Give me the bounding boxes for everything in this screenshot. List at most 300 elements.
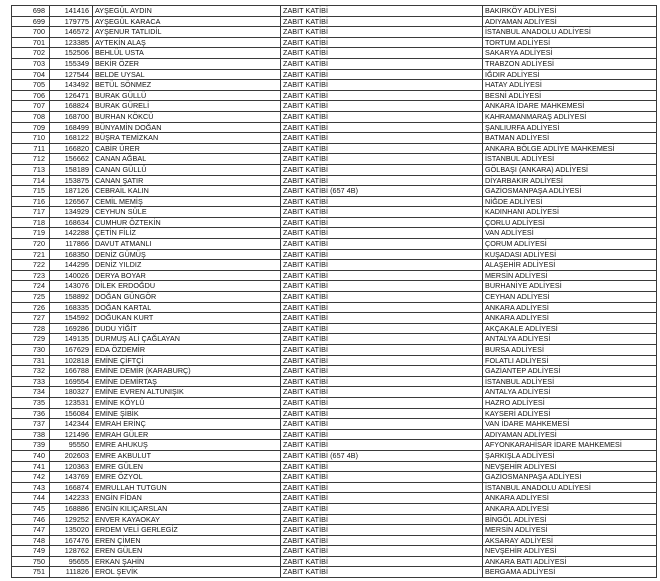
- position-title-cell: ZABIT KATİBİ (657 4B): [281, 186, 483, 197]
- row-number-cell: 747: [12, 525, 50, 536]
- position-title-cell: ZABIT KATİBİ: [281, 472, 483, 483]
- registry-id-cell: 156084: [50, 408, 93, 419]
- position-title-cell: ZABIT KATİBİ: [281, 69, 483, 80]
- position-title-cell: ZABIT KATİBİ: [281, 133, 483, 144]
- row-number-cell: 700: [12, 27, 50, 38]
- assigned-court-cell: GAZİOSMANPAŞA ADLİYESİ: [483, 472, 657, 483]
- table-row: [12, 196, 657, 207]
- table-row: [12, 397, 657, 408]
- table-row: [12, 281, 657, 292]
- table-row: [12, 207, 657, 218]
- assigned-court-cell: FOLATLI ADLİYESİ: [483, 355, 657, 366]
- registry-id-cell: 95550: [50, 440, 93, 451]
- registry-id-cell: 143076: [50, 281, 93, 292]
- table-row: [12, 546, 657, 557]
- table-row: [12, 80, 657, 91]
- row-number-cell: 698: [12, 6, 50, 17]
- table-row: [12, 101, 657, 112]
- position-title-cell: ZABIT KATİBİ: [281, 313, 483, 324]
- registry-id-cell: 168350: [50, 249, 93, 260]
- assigned-court-cell: İSTANBUL ANADOLU ADLİYESİ: [483, 482, 657, 493]
- assigned-court-cell: ANTALYA ADLİYESİ: [483, 387, 657, 398]
- position-title-cell: ZABIT KATİBİ: [281, 440, 483, 451]
- full-name-cell: BELDE UYSAL: [93, 69, 281, 80]
- position-title-cell: ZABIT KATİBİ: [281, 503, 483, 514]
- row-number-cell: 728: [12, 323, 50, 334]
- position-title-cell: ZABIT KATİBİ: [281, 260, 483, 271]
- registry-id-cell: 121496: [50, 429, 93, 440]
- row-number-cell: 730: [12, 345, 50, 356]
- table-row: [12, 48, 657, 59]
- assigned-court-cell: NİĞDE ADLİYESİ: [483, 196, 657, 207]
- registry-id-cell: 149135: [50, 334, 93, 345]
- row-number-cell: 751: [12, 567, 50, 578]
- assigned-court-cell: TORTUM ADLİYESİ: [483, 37, 657, 48]
- full-name-cell: EMRAH GÜLER: [93, 429, 281, 440]
- row-number-cell: 707: [12, 101, 50, 112]
- assigned-court-cell: ÇORUM ADLİYESİ: [483, 239, 657, 250]
- personnel-table: [11, 5, 657, 578]
- table-row: [12, 133, 657, 144]
- registry-id-cell: 168886: [50, 503, 93, 514]
- position-title-cell: ZABIT KATİBİ: [281, 90, 483, 101]
- registry-id-cell: 120363: [50, 461, 93, 472]
- full-name-cell: DOĞUKAN KURT: [93, 313, 281, 324]
- assigned-court-cell: VAN ADLİYESİ: [483, 228, 657, 239]
- position-title-cell: ZABIT KATİBİ: [281, 80, 483, 91]
- full-name-cell: DİLEK ERDOĞDU: [93, 281, 281, 292]
- registry-id-cell: 142344: [50, 419, 93, 430]
- row-number-cell: 715: [12, 186, 50, 197]
- position-title-cell: ZABIT KATİBİ: [281, 302, 483, 313]
- row-number-cell: 737: [12, 419, 50, 430]
- position-title-cell: ZABIT KATİBİ: [281, 334, 483, 345]
- table-row: [12, 69, 657, 80]
- assigned-court-cell: IĞDIR ADLİYESİ: [483, 69, 657, 80]
- table-row: [12, 345, 657, 356]
- row-number-cell: 705: [12, 80, 50, 91]
- table-row: [12, 503, 657, 514]
- assigned-court-cell: BİNGÖL ADLİYESİ: [483, 514, 657, 525]
- position-title-cell: ZABIT KATİBİ: [281, 48, 483, 59]
- full-name-cell: ENGİN FİDAN: [93, 493, 281, 504]
- registry-id-cell: 126567: [50, 196, 93, 207]
- registry-id-cell: 166788: [50, 366, 93, 377]
- registry-id-cell: 167629: [50, 345, 93, 356]
- registry-id-cell: 146572: [50, 27, 93, 38]
- full-name-cell: DOĞAN GÜNGÖR: [93, 292, 281, 303]
- full-name-cell: CANAN GÜLLÜ: [93, 164, 281, 175]
- full-name-cell: BETÜL SÖNMEZ: [93, 80, 281, 91]
- table-row: [12, 175, 657, 186]
- position-title-cell: ZABIT KATİBİ: [281, 376, 483, 387]
- full-name-cell: DERYA BOYAR: [93, 270, 281, 281]
- assigned-court-cell: KAYSERİ ADLİYESİ: [483, 408, 657, 419]
- table-row: [12, 260, 657, 271]
- assigned-court-cell: SAKARYA ADLİYESİ: [483, 48, 657, 59]
- registry-id-cell: 102818: [50, 355, 93, 366]
- assigned-court-cell: KUŞADASI ADLİYESİ: [483, 249, 657, 260]
- table-row: [12, 6, 657, 17]
- position-title-cell: ZABIT KATİBİ: [281, 323, 483, 334]
- full-name-cell: CEBRAİL KALIN: [93, 186, 281, 197]
- registry-id-cell: 168634: [50, 217, 93, 228]
- row-number-cell: 750: [12, 556, 50, 567]
- full-name-cell: DENİZ YILDIZ: [93, 260, 281, 271]
- table-row: [12, 461, 657, 472]
- row-number-cell: 724: [12, 281, 50, 292]
- assigned-court-cell: MERSİN ADLİYESİ: [483, 525, 657, 536]
- table-row: [12, 387, 657, 398]
- full-name-cell: AYTEKİN ALAŞ: [93, 37, 281, 48]
- registry-id-cell: 202603: [50, 450, 93, 461]
- position-title-cell: ZABIT KATİBİ: [281, 239, 483, 250]
- full-name-cell: BÜŞRA TEMİZKAN: [93, 133, 281, 144]
- position-title-cell: ZABIT KATİBİ (657 4B): [281, 450, 483, 461]
- assigned-court-cell: KAHRAMANMARAŞ ADLİYESİ: [483, 111, 657, 122]
- assigned-court-cell: ANKARA ADLİYESİ: [483, 493, 657, 504]
- full-name-cell: AYŞEGÜL KARACA: [93, 16, 281, 27]
- registry-id-cell: 166820: [50, 143, 93, 154]
- table-row: [12, 323, 657, 334]
- assigned-court-cell: NEVŞEHİR ADLİYESİ: [483, 461, 657, 472]
- assigned-court-cell: BURHANİYE ADLİYESİ: [483, 281, 657, 292]
- full-name-cell: EMRAH ERİNÇ: [93, 419, 281, 430]
- assigned-court-cell: BERGAMA ADLİYESİ: [483, 567, 657, 578]
- position-title-cell: ZABIT KATİBİ: [281, 175, 483, 186]
- registry-id-cell: 123385: [50, 37, 93, 48]
- table-row: [12, 270, 657, 281]
- assigned-court-cell: KADINHANI ADLİYESİ: [483, 207, 657, 218]
- row-number-cell: 726: [12, 302, 50, 313]
- position-title-cell: ZABIT KATİBİ: [281, 217, 483, 228]
- assigned-court-cell: ADIYAMAN ADLİYESİ: [483, 16, 657, 27]
- full-name-cell: BURAK GÜLLÜ: [93, 90, 281, 101]
- position-title-cell: ZABIT KATİBİ: [281, 249, 483, 260]
- table-row: [12, 186, 657, 197]
- row-number-cell: 704: [12, 69, 50, 80]
- registry-id-cell: 144295: [50, 260, 93, 271]
- full-name-cell: EMİNE KÖYLÜ: [93, 397, 281, 408]
- full-name-cell: EMİNE ÇİFTÇİ: [93, 355, 281, 366]
- row-number-cell: 729: [12, 334, 50, 345]
- table-row: [12, 164, 657, 175]
- row-number-cell: 740: [12, 450, 50, 461]
- row-number-cell: 722: [12, 260, 50, 271]
- full-name-cell: EMİNE EVREN ALTUNIŞIK: [93, 387, 281, 398]
- row-number-cell: 714: [12, 175, 50, 186]
- full-name-cell: DOĞAN KARTAL: [93, 302, 281, 313]
- assigned-court-cell: BAKIRKÖY ADLİYESİ: [483, 6, 657, 17]
- assigned-court-cell: VAN İDARE MAHKEMESİ: [483, 419, 657, 430]
- assigned-court-cell: MERSİN ADLİYESİ: [483, 270, 657, 281]
- table-row: [12, 249, 657, 260]
- position-title-cell: ZABIT KATİBİ: [281, 387, 483, 398]
- full-name-cell: BÜNYAMİN DOĞAN: [93, 122, 281, 133]
- table-row: [12, 143, 657, 154]
- table-row: [12, 482, 657, 493]
- assigned-court-cell: GAZİOSMANPAŞA ADLİYESİ: [483, 186, 657, 197]
- assigned-court-cell: HAZRO ADLİYESİ: [483, 397, 657, 408]
- assigned-court-cell: ANKARA ADLİYESİ: [483, 313, 657, 324]
- full-name-cell: DURMUŞ ALİ ÇAĞLAYAN: [93, 334, 281, 345]
- registry-id-cell: 111826: [50, 567, 93, 578]
- registry-id-cell: 158189: [50, 164, 93, 175]
- assigned-court-cell: HATAY ADLİYESİ: [483, 80, 657, 91]
- position-title-cell: ZABIT KATİBİ: [281, 228, 483, 239]
- full-name-cell: BURAK GÜRELİ: [93, 101, 281, 112]
- position-title-cell: ZABIT KATİBİ: [281, 281, 483, 292]
- registry-id-cell: 127544: [50, 69, 93, 80]
- position-title-cell: ZABIT KATİBİ: [281, 408, 483, 419]
- position-title-cell: ZABIT KATİBİ: [281, 355, 483, 366]
- full-name-cell: EMRE AHUKUŞ: [93, 440, 281, 451]
- registry-id-cell: 168824: [50, 101, 93, 112]
- row-number-cell: 718: [12, 217, 50, 228]
- row-number-cell: 727: [12, 313, 50, 324]
- row-number-cell: 721: [12, 249, 50, 260]
- table-row: [12, 556, 657, 567]
- position-title-cell: ZABIT KATİBİ: [281, 143, 483, 154]
- table-row: [12, 419, 657, 430]
- registry-id-cell: 142233: [50, 493, 93, 504]
- full-name-cell: ENVER KAYAOKAY: [93, 514, 281, 525]
- table-row: [12, 37, 657, 48]
- row-number-cell: 741: [12, 461, 50, 472]
- registry-id-cell: 155349: [50, 58, 93, 69]
- full-name-cell: EMRE AKBULUT: [93, 450, 281, 461]
- row-number-cell: 732: [12, 366, 50, 377]
- table-row: [12, 292, 657, 303]
- assigned-court-cell: AFYONKARAHİSAR İDARE MAHKEMESİ: [483, 440, 657, 451]
- table-row: [12, 440, 657, 451]
- full-name-cell: DAVUT ATMANLI: [93, 239, 281, 250]
- assigned-court-cell: GÖLBAŞI (ANKARA) ADLİYESİ: [483, 164, 657, 175]
- table-row: [12, 493, 657, 504]
- table-row: [12, 429, 657, 440]
- full-name-cell: EMRE ÖZYOL: [93, 472, 281, 483]
- assigned-court-cell: ŞANLIURFA ADLİYESİ: [483, 122, 657, 133]
- registry-id-cell: 153875: [50, 175, 93, 186]
- assigned-court-cell: ADIYAMAN ADLİYESİ: [483, 429, 657, 440]
- table-row: [12, 111, 657, 122]
- row-number-cell: 716: [12, 196, 50, 207]
- registry-id-cell: 126471: [50, 90, 93, 101]
- row-number-cell: 713: [12, 164, 50, 175]
- row-number-cell: 749: [12, 546, 50, 557]
- row-number-cell: 734: [12, 387, 50, 398]
- row-number-cell: 710: [12, 133, 50, 144]
- full-name-cell: ÇETİN FİLİZ: [93, 228, 281, 239]
- registry-id-cell: 158892: [50, 292, 93, 303]
- row-number-cell: 733: [12, 376, 50, 387]
- table-row: [12, 376, 657, 387]
- registry-id-cell: 152506: [50, 48, 93, 59]
- full-name-cell: CABİR ÜRER: [93, 143, 281, 154]
- registry-id-cell: 169286: [50, 323, 93, 334]
- assigned-court-cell: BURSA ADLİYESİ: [483, 345, 657, 356]
- table-row: [12, 472, 657, 483]
- table-row: [12, 228, 657, 239]
- table-row: [12, 27, 657, 38]
- position-title-cell: ZABIT KATİBİ: [281, 6, 483, 17]
- full-name-cell: EREN ÇİMEN: [93, 535, 281, 546]
- row-number-cell: 719: [12, 228, 50, 239]
- assigned-court-cell: TRABZON ADLİYESİ: [483, 58, 657, 69]
- table-row: [12, 450, 657, 461]
- assigned-court-cell: DİYARBAKIR ADLİYESİ: [483, 175, 657, 186]
- full-name-cell: BEHLÜL USTA: [93, 48, 281, 59]
- registry-id-cell: 143769: [50, 472, 93, 483]
- registry-id-cell: 179775: [50, 16, 93, 27]
- table-body: [12, 6, 657, 578]
- position-title-cell: ZABIT KATİBİ: [281, 111, 483, 122]
- row-number-cell: 711: [12, 143, 50, 154]
- row-number-cell: 746: [12, 514, 50, 525]
- registry-id-cell: 143492: [50, 80, 93, 91]
- table-row: [12, 355, 657, 366]
- position-title-cell: ZABIT KATİBİ: [281, 345, 483, 356]
- registry-id-cell: 180327: [50, 387, 93, 398]
- row-number-cell: 742: [12, 472, 50, 483]
- assigned-court-cell: ANKARA ADLİYESİ: [483, 302, 657, 313]
- assigned-court-cell: ŞARKIŞLA ADLİYESİ: [483, 450, 657, 461]
- row-number-cell: 744: [12, 493, 50, 504]
- position-title-cell: ZABIT KATİBİ: [281, 535, 483, 546]
- assigned-court-cell: ANKARA ADLİYESİ: [483, 503, 657, 514]
- row-number-cell: 709: [12, 122, 50, 133]
- position-title-cell: ZABIT KATİBİ: [281, 567, 483, 578]
- position-title-cell: ZABIT KATİBİ: [281, 37, 483, 48]
- table-row: [12, 525, 657, 536]
- position-title-cell: ZABIT KATİBİ: [281, 58, 483, 69]
- table-row: [12, 154, 657, 165]
- registry-id-cell: 166874: [50, 482, 93, 493]
- row-number-cell: 725: [12, 292, 50, 303]
- full-name-cell: CUMHUR ÖZTEKİN: [93, 217, 281, 228]
- table-row: [12, 313, 657, 324]
- full-name-cell: EROL ŞEVİK: [93, 567, 281, 578]
- full-name-cell: BEKİR ÖZER: [93, 58, 281, 69]
- registry-id-cell: 123531: [50, 397, 93, 408]
- registry-id-cell: 187126: [50, 186, 93, 197]
- table-row: [12, 302, 657, 313]
- full-name-cell: ENGİN KILIÇARSLAN: [93, 503, 281, 514]
- row-number-cell: 702: [12, 48, 50, 59]
- registry-id-cell: 154592: [50, 313, 93, 324]
- assigned-court-cell: CEYHAN ADLİYESİ: [483, 292, 657, 303]
- row-number-cell: 717: [12, 207, 50, 218]
- assigned-court-cell: ALAŞEHİR ADLİYESİ: [483, 260, 657, 271]
- row-number-cell: 736: [12, 408, 50, 419]
- registry-id-cell: 134929: [50, 207, 93, 218]
- table-row: [12, 514, 657, 525]
- full-name-cell: BURHAN KÖKCÜ: [93, 111, 281, 122]
- assigned-court-cell: ANKARA İDARE MAHKEMESİ: [483, 101, 657, 112]
- row-number-cell: 701: [12, 37, 50, 48]
- registry-id-cell: 169554: [50, 376, 93, 387]
- assigned-court-cell: BESNİ ADLİYESİ: [483, 90, 657, 101]
- table-row: [12, 58, 657, 69]
- position-title-cell: ZABIT KATİBİ: [281, 366, 483, 377]
- position-title-cell: ZABIT KATİBİ: [281, 482, 483, 493]
- position-title-cell: ZABIT KATİBİ: [281, 101, 483, 112]
- assigned-court-cell: NEVŞEHİR ADLİYESİ: [483, 546, 657, 557]
- position-title-cell: ZABIT KATİBİ: [281, 525, 483, 536]
- row-number-cell: 731: [12, 355, 50, 366]
- registry-id-cell: 140026: [50, 270, 93, 281]
- table-row: [12, 334, 657, 345]
- row-number-cell: 748: [12, 535, 50, 546]
- position-title-cell: ZABIT KATİBİ: [281, 196, 483, 207]
- position-title-cell: ZABIT KATİBİ: [281, 397, 483, 408]
- assigned-court-cell: İSTANBUL ANADOLU ADLİYESİ: [483, 27, 657, 38]
- registry-id-cell: 167476: [50, 535, 93, 546]
- table-row: [12, 239, 657, 250]
- registry-id-cell: 128762: [50, 546, 93, 557]
- table-row: [12, 408, 657, 419]
- registry-id-cell: 117866: [50, 239, 93, 250]
- full-name-cell: EREN GÜLEN: [93, 546, 281, 557]
- position-title-cell: ZABIT KATİBİ: [281, 154, 483, 165]
- row-number-cell: 723: [12, 270, 50, 281]
- full-name-cell: DENİZ GÜMÜŞ: [93, 249, 281, 260]
- row-number-cell: 703: [12, 58, 50, 69]
- registry-id-cell: 129252: [50, 514, 93, 525]
- full-name-cell: EMİNE ŞİBİK: [93, 408, 281, 419]
- position-title-cell: ZABIT KATİBİ: [281, 270, 483, 281]
- full-name-cell: EDA ÖZDEMİR: [93, 345, 281, 356]
- registry-id-cell: 168122: [50, 133, 93, 144]
- row-number-cell: 735: [12, 397, 50, 408]
- assigned-court-cell: BATMAN ADLİYESİ: [483, 133, 657, 144]
- assigned-court-cell: GAZİANTEP ADLİYESİ: [483, 366, 657, 377]
- row-number-cell: 712: [12, 154, 50, 165]
- assigned-court-cell: AKSARAY ADLİYESİ: [483, 535, 657, 546]
- full-name-cell: CANAN ŞATIR: [93, 175, 281, 186]
- row-number-cell: 745: [12, 503, 50, 514]
- position-title-cell: ZABIT KATİBİ: [281, 27, 483, 38]
- registry-id-cell: 168499: [50, 122, 93, 133]
- position-title-cell: ZABIT KATİBİ: [281, 546, 483, 557]
- full-name-cell: AYŞEGÜL AYDIN: [93, 6, 281, 17]
- table-row: [12, 366, 657, 377]
- assigned-court-cell: ANKARA BÖLGE ADLİYE MAHKEMESİ: [483, 143, 657, 154]
- full-name-cell: CEYHUN SÜLE: [93, 207, 281, 218]
- table-row: [12, 217, 657, 228]
- row-number-cell: 720: [12, 239, 50, 250]
- assigned-court-cell: ÇORLU ADLİYESİ: [483, 217, 657, 228]
- position-title-cell: ZABIT KATİBİ: [281, 122, 483, 133]
- table-row: [12, 567, 657, 578]
- full-name-cell: AYŞENUR TATLIDİL: [93, 27, 281, 38]
- row-number-cell: 708: [12, 111, 50, 122]
- position-title-cell: ZABIT KATİBİ: [281, 556, 483, 567]
- full-name-cell: EMRE GÜLEN: [93, 461, 281, 472]
- position-title-cell: ZABIT KATİBİ: [281, 493, 483, 504]
- row-number-cell: 699: [12, 16, 50, 27]
- position-title-cell: ZABIT KATİBİ: [281, 419, 483, 430]
- assigned-court-cell: ANKARA BATI ADLİYESİ: [483, 556, 657, 567]
- full-name-cell: EMİNE DEMİR (KARABURÇ): [93, 366, 281, 377]
- row-number-cell: 706: [12, 90, 50, 101]
- registry-id-cell: 135020: [50, 525, 93, 536]
- full-name-cell: ERKAN ŞAHİN: [93, 556, 281, 567]
- row-number-cell: 743: [12, 482, 50, 493]
- position-title-cell: ZABIT KATİBİ: [281, 429, 483, 440]
- table-row: [12, 90, 657, 101]
- table-row: [12, 122, 657, 133]
